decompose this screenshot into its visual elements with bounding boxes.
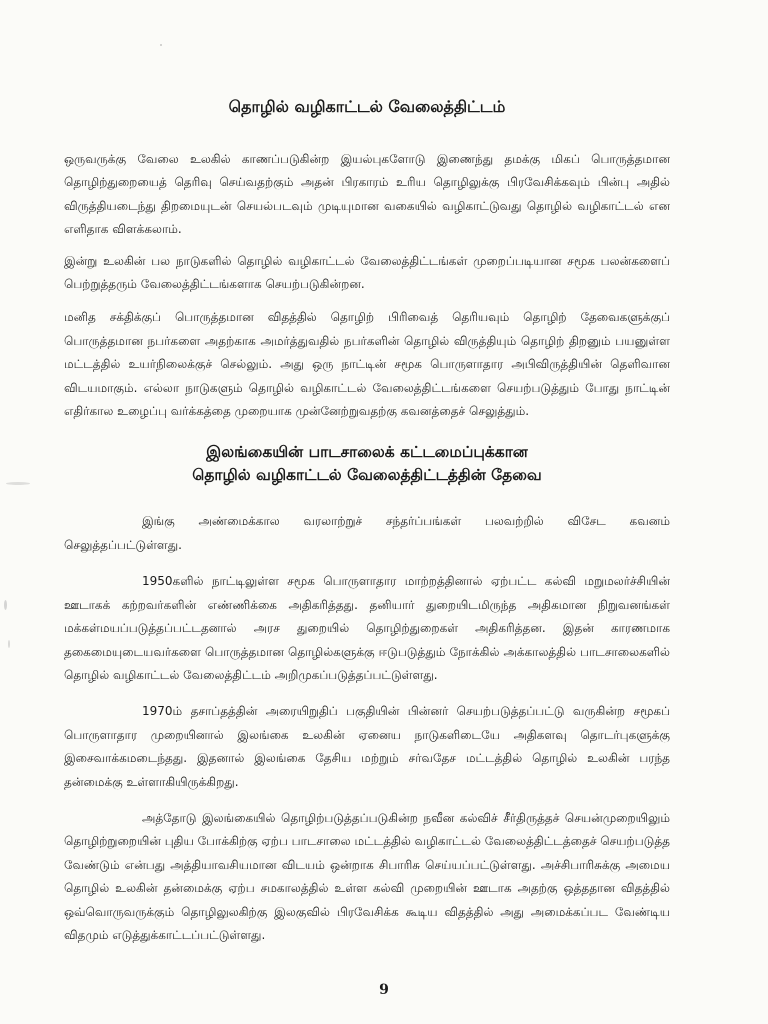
- intro-paragraph-human-resources: மனித சக்திக்குப் பொருத்தமான விதத்தில் தொழிற் பிரிவைத் தெரியவும் தொழிற் தேவைகளுக்குப் பொருத்தமான நபர்களை அதற்காக அமர்த்துவதில் நபர்களின் தொழில் விருத்தியும் தொழிற் திறனும் பயனுள்ள மட்டத்தில் உயர்நிலைக்குச் செல்லும். அது ஒரு நாட்டின் சமூக பொருளாதார அபிவிருத்தியின் தெளிவான விடயமாகும். எல்லா நாடுகளும் தொழில் வழிகாட்டல் வேலைத்திட்டங்களை செயற்படுத்தும் போது நாட்டின் எதிர்கால உழைப்பு வர்க்கத்தை முறையாக முன்னேற்றுவதற்கு கவனத்தைச் செலுத்தும்.: [64, 310, 670, 419]
- section-title-line-1: இலங்கையின் பாடசாலைக் கட்டமைப்புக்கான: [206, 443, 528, 462]
- section-paragraph-1950s: 1950களில் நாட்டிலுள்ள சமூக பொருளாதார மாற்றத்தினால் ஏற்பட்ட கல்வி மறுமலர்ச்சியின் ஊடாகக் கற்றவர்களின் எண்ணிக்கை அதிகரித்தது. தனியார் துறையிடமிருந்த அதிகமான நிறுவனங்கள் மக்கள்மயப்படுத்தப்பட்டதனால் அரச துறையில் தொழிற்துறைகள் அதிகரித்தன. இதன் காரணமாக தகைமையுடையவர்களை பொருத்தமான தொழில்களுக்கு ஈடுபடுத்தும் நோக்கில் அக்காலத்தில் பாடசாலைகளில் தொழில் வழிகாட்டல் வேலைத்திட்டம் அறிமுகப்படுத்தப்பட்டுள்ளது.: [64, 574, 670, 682]
- intro-paragraph-definition: ஒருவருக்கு வேலை உலகில் காணப்படுகின்ற இயல்புகளோடு இணைந்து தமக்கு மிகப் பொருத்தமான தொழிற்துறையைத் தெரிவு செய்வதற்கும் அதன் பிரகாரம் உரிய தொழிலுக்கு பிரவேசிக்கவும் பின்பு அதில் விருத்தியடைந்து திறமையுடன் செயல்படவும் முடியுமான வகையில் வழிகாட்டுவது தொழில் வழிகாட்டல் என எளிதாக விளக்கலாம்.: [64, 152, 670, 237]
- scan-speck: [4, 600, 7, 610]
- document-page: [64, 96, 670, 960]
- document-title: தொழில் வழிகாட்டல் வேலைத்திட்டம்: [228, 97, 506, 116]
- section-paragraph-education-reform: அத்தோடு இலங்கையில் தொழிற்படுத்தப்படுகின்ற நவீன கல்விச் சீர்திருத்தச் செயன்முறையிலும் தொழிற்றுறையின் புதிய போக்கிற்கு ஏற்ப பாடசாலை மட்டத்தில் வழிகாட்டல் வேலைத்திட்டத்தைச் செயற்படுத்த வேண்டும் என்பது அத்தியாவசியமான விடயம் ஒன்றாக சிபாரிசு செய்யப்பட்டுள்ளது. அச்சிபாரிசுக்கு அமைய தொழில் உலகின் தன்மைக்கு ஏற்ப சமகாலத்தில் உள்ள கல்வி முறையின் ஊடாக அதற்கு ஒத்ததான விதத்தில் ஒவ்வொருவருக்கும் தொழிலுலகிற்கு இலகுவில் பிரவேசிக்க கூடிய விதத்தில் அது அமைக்கப்பட வேண்டிய விதமும் எடுத்துக்காட்டப்பட்டுள்ளது.: [64, 810, 670, 942]
- scan-speck: [160, 44, 162, 46]
- section-paragraph-1970s: 1970ம் தசாப்தத்தின் அரையிறுதிப் பகுதியின் பின்னர் செயற்படுத்தப்பட்டு வருகின்ற சமூகப் பொருளாதார முறையினால் இலங்கை உலகின் ஏனைய நாடுகளிடையே அதிகளவு தொடர்புகளுக்கு இசைவாக்கமடைந்தது. இதனால் இலங்கை தேசிய மற்றும் சர்வதேச மட்டத்தில் தொழில் உலகின் பரந்த தன்மைக்கு உள்ளாகியிருக்கிறது.: [64, 704, 670, 789]
- scan-speck: [6, 482, 30, 485]
- section-title-line-2: தொழில் வழிகாட்டல் வேலைத்திட்டத்தின் தேவை: [192, 466, 542, 485]
- page-number: 9: [379, 982, 389, 998]
- section-paragraph-recent-history: இங்கு அண்மைக்கால வரலாற்றுச் சந்தர்ப்பங்கள் பலவற்றில் விசேட கவனம் செலுத்தப்பட்டுள்ளது.: [64, 514, 670, 552]
- section-title: [64, 441, 670, 487]
- intro-paragraph-global-programmes: இன்று உலகின் பல நாடுகளில் தொழில் வழிகாட்டல் வேலைத்திட்டங்கள் முறைப்படியான சமூக பலன்களைப் பெற்றுத்தரும் வேலைத்திட்டங்களாக செயற்படுகின்றன.: [64, 253, 670, 292]
- scan-speck: [8, 640, 10, 648]
